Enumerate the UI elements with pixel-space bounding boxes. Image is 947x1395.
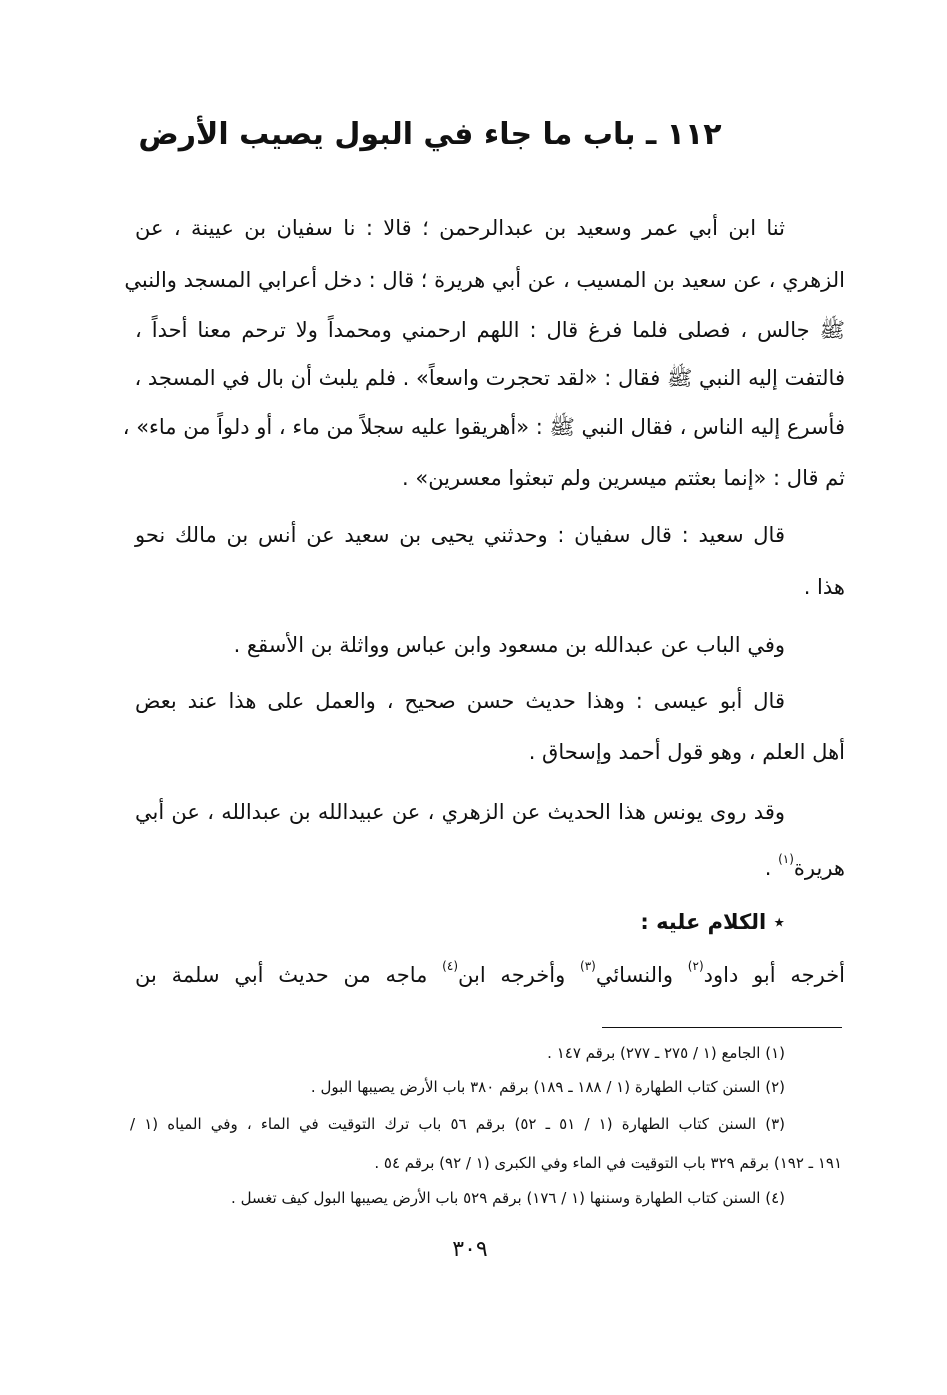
text-line: ﷺ جالس ، فصلى فلما فرغ قال : اللهم ارحمني ومحمداً ولا ترحم معنا أحداً ، (135, 318, 845, 342)
footnote-ref: (٢) (687, 959, 704, 973)
text-span: ماجه من حديث أبي سلمة بن (135, 963, 443, 987)
page-number: ٣٠٩ (452, 1237, 488, 1262)
text-line: الزهري ، عن سعيد بن المسيب ، عن أبي هريرة ؛ قال : دخل أعرابي المسجد والنبي (124, 268, 845, 292)
text-line: وقد روى يونس هذا الحديث عن الزهري ، عن عبيدالله بن عبدالله ، عن أبي (135, 800, 785, 824)
text-line: فالتفت إليه النبي ﷺ فقال : «لقد تحجرت واسعاً» . فلم يلبث أن بال في المسجد ، (134, 366, 845, 390)
chapter-heading: ١١٢ ـ باب ما جاء في البول يصيب الأرض (138, 117, 722, 152)
footnote: (١) الجامع (١ / ٢٧٥ ـ ٢٧٧) برقم ١٤٧ . (547, 1044, 785, 1062)
text-line: أهل العلم ، وهو قول أحمد وإسحاق . (528, 740, 845, 764)
text-line (135, 958, 845, 995)
footnote: (٣) السنن كتاب الطهارة (١ / ٥١ ـ ٥٢) برقم ٥٦ باب ترك التوقيت في الماء ، وفي المياه (١ / (130, 1115, 786, 1133)
section-heading: ٭ الكلام عليه : (640, 910, 785, 934)
text-line: فأسرع إليه الناس ، فقال النبي ﷺ : «أهريقوا عليه سجلاً من ماء ، أو دلواً من ماء» ، (122, 415, 845, 439)
text-span: . (764, 856, 779, 880)
text-line: ثنا ابن أبي عمر وسعيد بن عبدالرحمن ؛ قالا : نا سفيان بن عيينة ، عن (135, 216, 785, 240)
footnote: ١٩١ ـ ١٩٢) برقم ٣٢٩ باب التوقيت في الماء وفي الكبرى (١ / ٩٢) برقم ٥٤ . (374, 1154, 842, 1172)
text-line: قال سعيد : قال سفيان : وحدثني يحيى بن سعيد عن أنس بن مالك نحو (135, 523, 785, 547)
footnote-ref: (٣) (580, 959, 596, 973)
text-span: هريرة (793, 856, 845, 880)
text-span: والنسائي (595, 963, 688, 987)
text-line: هذا . (803, 575, 845, 599)
text-line: وفي الباب عن عبدالله بن مسعود وابن عباس وواثلة بن الأسقع . (233, 633, 785, 657)
footnote-separator (602, 1027, 842, 1028)
text-line (135, 851, 845, 888)
text-line: قال أبو عيسى : وهذا حديث حسن صحيح ، والعمل على هذا عند بعض (135, 689, 785, 713)
text-line: ثم قال : «إنما بعثتم ميسرين ولم تبعثوا معسرين» . (402, 466, 845, 490)
footnote-ref: (١) (778, 852, 794, 866)
text-span: وأخرجه ابن (458, 963, 580, 987)
text-span: أخرجه أبو داود (703, 963, 846, 987)
footnote: (٤) السنن كتاب الطهارة وسننها (١ / ١٧٦) برقم ٥٢٩ باب الأرض يصيبها البول كيف تغسل . (231, 1189, 785, 1207)
footnote: (٢) السنن كتاب الطهارة (١ / ١٨٨ ـ ١٨٩) برقم ٣٨٠ باب الأرض يصيبها البول . (310, 1078, 785, 1096)
footnote-ref: (٤) (442, 959, 458, 973)
